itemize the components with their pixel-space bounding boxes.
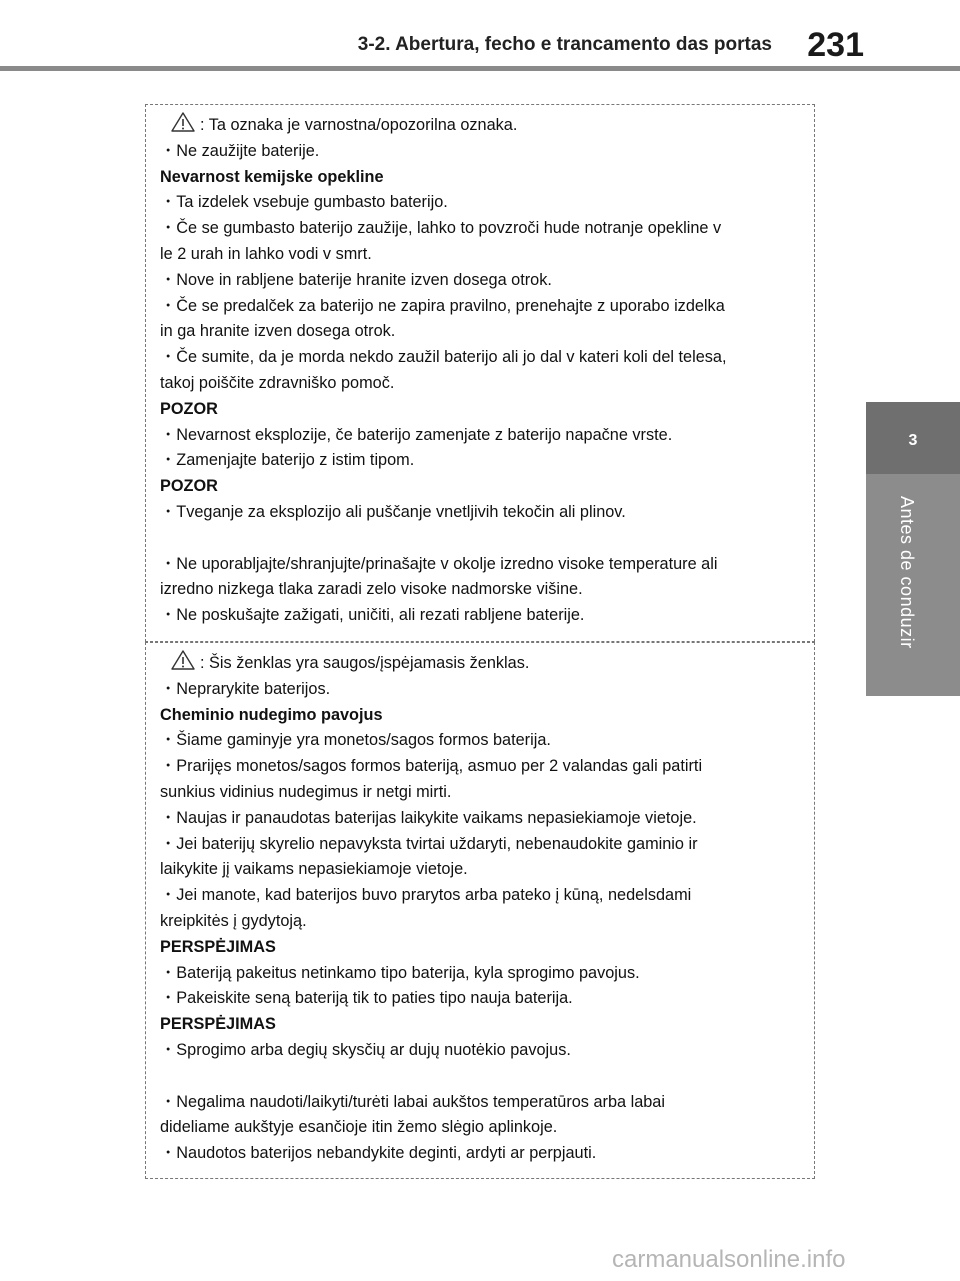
line-text: dideliame aukštyje esančioje itin žemo slėgio aplinkoje.: [160, 1118, 558, 1137]
line-text: in ga hranite izven dosega otrok.: [160, 322, 396, 341]
line-text: ・Jei manote, kad baterijos buvo prarytos arba pateko į kūną, nedelsdami: [160, 886, 692, 905]
chapter-label: Antes de conduzir: [897, 496, 917, 649]
text-line: [160, 1090, 800, 1116]
line-text: ・Prarijęs monetos/sagos formos bateriją, asmuo per 2 valandas gali patirti: [160, 757, 703, 776]
line-text: kreipkitės į gydytoją.: [160, 911, 307, 930]
section-title: 3-2. Abertura, fecho e trancamento das portas: [357, 34, 772, 55]
line-text: ・Naujas ir panaudotas baterijas laikykite vaikams nepasiekiamoje vietoje.: [160, 808, 697, 827]
text-line: [160, 190, 800, 216]
text-line: [160, 268, 800, 294]
line-text: POZOR: [160, 399, 218, 418]
line-text: ・Pakeiskite seną bateriją tik to paties tipo nauja baterija.: [160, 989, 573, 1008]
line-text: ・Sprogimo arba degių skysčių ar dujų nuotėkio pavojus.: [160, 1040, 571, 1059]
text-line: [160, 1115, 800, 1141]
line-text: laikykite jį vaikams nepasiekiamoje vietoje.: [160, 860, 468, 879]
text-line: [160, 603, 800, 629]
chapter-number: 3: [908, 432, 918, 449]
line-text: ・Tveganje za eksplozijo ali puščanje vnetljivih tekočin ali plinov.: [160, 502, 626, 521]
line-text: ・Ne poskušajte zažigati, uničiti, ali rezati rabljene baterije.: [160, 606, 585, 625]
line-text: ・Nevarnost eksplozije, če baterijo zamenjate z baterijo napačne vrste.: [160, 425, 673, 444]
line-text: ・Šiame gaminyje yra monetos/sagos formos baterija.: [160, 731, 551, 750]
section-heading: [160, 397, 800, 423]
line-text: ・Če sumite, da je morda nekdo zaužil baterijo ali jo dal v kateri koli del telesa,: [160, 348, 727, 367]
line-text: ・Če se gumbasto baterijo zaužije, lahko to povzroči hude notranje opekline v: [160, 219, 722, 238]
line-text: : Šis ženklas yra saugos/įspėjamasis ženklas.: [200, 654, 530, 672]
text-line: [160, 780, 800, 806]
text-line: [160, 909, 800, 935]
line-text: ・Neprarykite baterijos.: [160, 679, 331, 698]
section-heading: [160, 1012, 800, 1038]
text-line: [160, 1038, 800, 1064]
header-divider: [0, 66, 960, 71]
text-line: [160, 423, 800, 449]
line-text: ・Bateriją pakeitus netinkamo tipo baterija, kyla sprogimo pavojus.: [160, 963, 640, 982]
line-text: Cheminio nudegimo pavojus: [160, 705, 383, 724]
line-text: ・Če se predalček za baterijo ne zapira pravilno, prenehajte z uporabo izdelka: [160, 296, 725, 315]
line-text: PERSPĖJIMAS: [160, 937, 276, 956]
text-line: [160, 806, 800, 832]
text-line: [160, 216, 800, 242]
text-line: [160, 448, 800, 474]
warning-box-slovenian: [145, 104, 815, 642]
line-text: ・Nove in rabljene baterije hranite izven dosega otrok.: [160, 270, 552, 289]
section-heading: [160, 165, 800, 191]
line-text: ・Jei baterijų skyrelio nepavyksta tvirtai uždaryti, nebenaudokite gaminio ir: [160, 834, 698, 853]
text-line: [160, 242, 800, 268]
warning-triangle-icon: [170, 111, 196, 133]
line-text: ・Naudotos baterijos nebandykite deginti, ardyti ar perpjauti.: [160, 1144, 597, 1163]
line-text: le 2 urah in lahko vodi v smrt.: [160, 244, 372, 263]
text-line: [160, 754, 800, 780]
section-heading: [160, 935, 800, 961]
line-text: takoj poiščite zdravniško pomoč.: [160, 373, 395, 392]
text-line: [160, 1141, 800, 1167]
text-line: [160, 294, 800, 320]
line-text: ・Negalima naudoti/laikyti/turėti labai aukštos temperatūros arba labai: [160, 1092, 665, 1111]
text-line: [160, 883, 800, 909]
text-line: [160, 139, 800, 165]
text-line: [160, 500, 800, 526]
text-line: [160, 319, 800, 345]
warning-triangle-icon: [170, 649, 196, 671]
text-line: [160, 986, 800, 1012]
line-text: : Ta oznaka je varnostna/opozorilna oznaka.: [200, 116, 518, 134]
text-line: [160, 345, 800, 371]
line-text: ・Ne uporabljajte/shranjujte/prinašajte v okolje izredno visoke temperature ali: [160, 554, 718, 573]
text-line: [160, 649, 800, 677]
line-text: ・Zamenjajte baterijo z istim tipom.: [160, 451, 415, 470]
section-heading: [160, 474, 800, 500]
text-line: [160, 577, 800, 603]
chapter-tab: [866, 402, 960, 474]
page-header: [0, 0, 960, 72]
line-text: POZOR: [160, 477, 218, 496]
line-text: Nevarnost kemijske opekline: [160, 167, 384, 186]
text-line: [160, 832, 800, 858]
text-line: [160, 961, 800, 987]
line-text: sunkius vidinius nudegimus ir netgi mirti.: [160, 782, 452, 801]
text-line: [160, 677, 800, 703]
text-line: [160, 111, 800, 139]
watermark: carmanualsonline.info: [612, 1246, 846, 1273]
page-number: 231: [807, 26, 864, 64]
text-line: [160, 552, 800, 578]
blank-line: [160, 526, 800, 552]
text-line: [160, 728, 800, 754]
blank-line: [160, 1064, 800, 1090]
section-heading: [160, 703, 800, 729]
line-text: PERSPĖJIMAS: [160, 1015, 276, 1034]
warning-box-lithuanian: [145, 642, 815, 1179]
line-text: ・Ne zaužijte baterije.: [160, 141, 320, 160]
line-text: ・Ta izdelek vsebuje gumbasto baterijo.: [160, 193, 448, 212]
line-text: izredno nizkega tlaka zaradi zelo visoke nadmorske višine.: [160, 580, 583, 599]
text-line: [160, 857, 800, 883]
text-line: [160, 371, 800, 397]
